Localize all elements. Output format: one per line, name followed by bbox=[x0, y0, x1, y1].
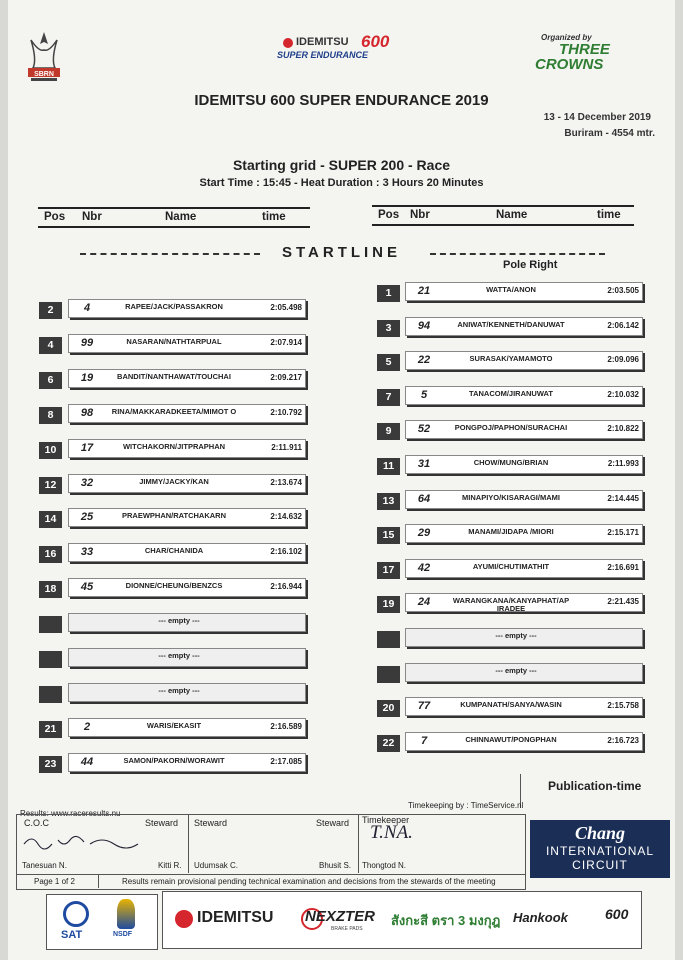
car-number: 29 bbox=[417, 527, 431, 540]
car-number: 21 bbox=[417, 285, 431, 297]
driver-names: JIMMY/JACKY/KAN bbox=[139, 476, 209, 486]
col-name-right: Name bbox=[496, 209, 528, 221]
driver-names: TANACOM/JIRANUWAT bbox=[469, 388, 553, 398]
car-number: 77 bbox=[417, 700, 431, 713]
grid-pos: 11 bbox=[377, 458, 400, 475]
grid-entry bbox=[68, 404, 306, 423]
qualifying-time: 2:16.589 bbox=[270, 721, 302, 731]
qualifying-time: 2:11.911 bbox=[271, 442, 302, 452]
steward3-label: Steward bbox=[316, 818, 350, 828]
publication-time: Publication-time bbox=[548, 779, 642, 793]
event-logo-number: 600 bbox=[361, 32, 390, 51]
grid-entry bbox=[405, 420, 643, 439]
car-number: 25 bbox=[80, 511, 94, 524]
car-number: 7 bbox=[420, 734, 428, 747]
timekeeping-credit: Timekeeping by : TimeService.nl bbox=[408, 801, 524, 810]
steward1-label: Steward bbox=[145, 818, 179, 828]
grid-pos: 13 bbox=[377, 493, 400, 510]
car-number: 94 bbox=[417, 319, 431, 332]
qualifying-time: 2:16.102 bbox=[270, 547, 302, 557]
grid-pos: 18 bbox=[39, 581, 62, 598]
driver-names: AYUMI/CHUTIMATHIT bbox=[472, 561, 550, 571]
page-divider bbox=[98, 874, 99, 888]
grid-pos: 19 bbox=[377, 596, 400, 613]
sponsor-bar bbox=[162, 891, 642, 949]
driver-names: --- empty --- bbox=[158, 651, 200, 660]
grid-entry bbox=[405, 490, 643, 509]
grid-pos: 22 bbox=[377, 735, 400, 752]
event-title: IDEMITSU 600 SUPER ENDURANCE 2019 bbox=[194, 92, 489, 109]
provisional-note: Results remain provisional pending technical examination and decisions from the stewards of the meeting bbox=[122, 877, 496, 886]
grid-pos: 6 bbox=[39, 372, 62, 389]
driver-names: NASARAN/NATHTARPUAL bbox=[126, 336, 222, 346]
driver-names: DIONNE/CHEUNG/BENZCS bbox=[125, 581, 223, 591]
header-rule-bottom-right bbox=[372, 224, 634, 226]
qualifying-time: 2:10.822 bbox=[607, 424, 639, 434]
car-number: 45 bbox=[80, 581, 94, 594]
driver-names: WARIS/EKASIT bbox=[146, 720, 202, 730]
event-logo-brand: IDEMITSU bbox=[296, 36, 349, 48]
car-number: 98 bbox=[80, 406, 94, 419]
grid-entry bbox=[68, 334, 306, 353]
qualifying-time: 2:21.435 bbox=[607, 597, 639, 607]
grid-pos bbox=[39, 616, 62, 633]
col-nbr-left: Nbr bbox=[82, 211, 102, 223]
results-url: Results: www.raceresults.nu bbox=[20, 809, 121, 818]
sponsor-hankook: Hankook bbox=[513, 910, 568, 925]
grid-pos: 10 bbox=[39, 442, 62, 459]
qualifying-time: 2:05.498 bbox=[270, 303, 302, 312]
organizer-line2: CROWNS bbox=[535, 56, 604, 73]
car-number: 31 bbox=[417, 458, 431, 470]
qualifying-time: 2:07.914 bbox=[270, 337, 302, 347]
qualifying-time: 2:17.085 bbox=[270, 756, 302, 766]
grid-pos: 5 bbox=[377, 354, 400, 371]
qualifying-time: 2:16.723 bbox=[607, 735, 639, 745]
driver-names: SURASAK/YAMAMOTO bbox=[469, 354, 553, 364]
qualifying-time: 2:09.217 bbox=[270, 372, 302, 382]
sponsor-thai-brand: สังกะสี ตรา 3 มงกุฎ bbox=[391, 913, 501, 928]
organizer-logo bbox=[535, 33, 655, 72]
steward2-name: Udumsak C. bbox=[194, 861, 239, 870]
sponsor-nexzter-sub: BRAKE PADS bbox=[331, 926, 363, 932]
sat-label: SAT bbox=[61, 929, 83, 941]
grid-entry bbox=[405, 317, 643, 336]
idemitsu-dot-icon bbox=[283, 38, 293, 48]
qualifying-time: 2:10.792 bbox=[270, 407, 302, 417]
grid-entry bbox=[68, 543, 306, 562]
grid-entry bbox=[405, 386, 643, 405]
driver-names: RINA/MAKKARADKEETA/MIMOT O bbox=[111, 406, 237, 416]
coc-name: Tanesuan N. bbox=[22, 861, 67, 870]
grid-entry bbox=[68, 439, 306, 458]
timekeeper-signature: T.NA. bbox=[370, 822, 413, 843]
driver-names: --- empty --- bbox=[158, 616, 200, 626]
qualifying-time: 2:15.171 bbox=[607, 528, 639, 538]
car-number: 19 bbox=[80, 371, 94, 384]
grid-pos bbox=[377, 666, 400, 683]
driver-names: WATTA/ANON bbox=[486, 285, 536, 294]
grid-pos: 9 bbox=[377, 423, 400, 440]
car-number: 33 bbox=[80, 546, 94, 559]
driver-names: MANAMI/JIDAPA /MIORI bbox=[468, 527, 554, 537]
grid-pos: 20 bbox=[377, 700, 400, 717]
federation-logos bbox=[46, 894, 158, 950]
startline-dash-right bbox=[430, 253, 605, 255]
driver-names: WARANGKANA/KANYAPHAT/AP IRADEE bbox=[452, 596, 570, 614]
grid-entry bbox=[68, 508, 306, 527]
driver-names: PRAEWPHAN/RATCHAKARN bbox=[121, 511, 227, 521]
driver-names: BANDIT/NANTHAWAT/TOUCHAI bbox=[117, 371, 231, 381]
col-pos-left: Pos bbox=[44, 211, 66, 223]
sat-logo-icon bbox=[63, 901, 89, 927]
organizer-label: Organized by bbox=[541, 33, 592, 42]
grid-pos: 2 bbox=[39, 302, 62, 319]
car-number: 99 bbox=[80, 336, 94, 349]
car-number: 5 bbox=[420, 388, 428, 401]
qualifying-time: 2:09.096 bbox=[607, 355, 639, 365]
nsdf-label: NSDF bbox=[113, 931, 133, 938]
driver-names: WITCHAKORN/JITPRAPHAN bbox=[122, 441, 226, 451]
grid-pos: 4 bbox=[39, 337, 62, 354]
timekeeper-name: Thongtod N. bbox=[362, 861, 407, 870]
qualifying-time: 2:11.993 bbox=[607, 459, 639, 468]
grid-entry bbox=[405, 282, 643, 301]
sig-divider-2 bbox=[358, 814, 359, 873]
grid-pos bbox=[377, 631, 400, 648]
driver-names: --- empty --- bbox=[158, 685, 200, 695]
header-rule-top-left bbox=[38, 207, 310, 209]
grid-entry bbox=[405, 351, 643, 370]
driver-names: MINAPIYO/KISARAGI/MAMI bbox=[462, 492, 560, 502]
grid-entry bbox=[68, 718, 306, 737]
car-number: 64 bbox=[417, 492, 431, 505]
driver-names: RAPEE/JACK/PASSAKRON bbox=[125, 302, 223, 311]
car-number: 24 bbox=[417, 596, 431, 609]
car-number: 4 bbox=[83, 302, 91, 314]
startline-label: STARTLINE bbox=[281, 244, 402, 261]
driver-names: --- empty --- bbox=[495, 631, 537, 640]
sbrn-logo bbox=[25, 30, 63, 85]
grid-entry bbox=[405, 593, 643, 612]
event-venue: Buriram - 4554 mtr. bbox=[564, 128, 655, 139]
driver-names: CHAR/CHANIDA bbox=[144, 546, 204, 556]
header-rule-bottom-left bbox=[38, 226, 310, 228]
event-date: 13 - 14 December 2019 bbox=[543, 112, 651, 123]
grid-entry bbox=[68, 299, 306, 318]
qualifying-time: 2:16.691 bbox=[607, 562, 639, 572]
grid-entry bbox=[405, 732, 643, 751]
grid-entry bbox=[405, 559, 643, 578]
pole-label: Pole Right bbox=[503, 259, 558, 271]
sponsor-600: 600 bbox=[605, 906, 629, 922]
car-number: 22 bbox=[417, 354, 431, 367]
grid-entry bbox=[405, 455, 643, 474]
grid-pos: 3 bbox=[377, 320, 400, 337]
car-number: 32 bbox=[80, 476, 94, 489]
grid-slot-empty bbox=[68, 648, 306, 667]
driver-names: SAMON/PAKORN/WORAWIT bbox=[123, 755, 225, 765]
grid-entry bbox=[68, 753, 306, 772]
nsdf-logo-icon bbox=[117, 899, 135, 929]
col-name-left: Name bbox=[165, 211, 197, 223]
col-pos-right: Pos bbox=[378, 209, 400, 221]
driver-names: ANIWAT/KENNETH/DANUWAT bbox=[457, 319, 565, 329]
grid-pos bbox=[39, 651, 62, 668]
coc-label: C.O.C bbox=[24, 818, 50, 828]
col-nbr-right: Nbr bbox=[410, 209, 430, 221]
sponsor-idemitsu: IDEMITSU bbox=[197, 909, 274, 926]
circuit-line3: CIRCUIT bbox=[572, 858, 628, 872]
grid-subtitle: Starting grid - SUPER 200 - Race bbox=[232, 157, 451, 173]
qualifying-time: 2:14.632 bbox=[270, 512, 302, 522]
grid-pos: 21 bbox=[39, 721, 62, 738]
sponsor-nexzter: NEXZTER bbox=[305, 908, 376, 925]
qualifying-time: 2:16.944 bbox=[270, 582, 302, 592]
driver-names: KUMPANATH/SANYA/WASIN bbox=[460, 700, 562, 710]
qualifying-time: 2:03.505 bbox=[607, 286, 639, 295]
grid-pos: 1 bbox=[377, 285, 400, 302]
circuit-line2: INTERNATIONAL bbox=[545, 844, 655, 858]
driver-names: CHOW/MUNG/BRIAN bbox=[473, 458, 549, 467]
car-number: 17 bbox=[80, 441, 94, 454]
driver-names: CHINNAWUT/PONGPHAN bbox=[465, 734, 557, 744]
car-number: 42 bbox=[417, 561, 431, 574]
grid-slot-empty bbox=[68, 613, 306, 632]
grid-slot-empty bbox=[405, 628, 643, 647]
idemitsu-logo-icon bbox=[175, 910, 193, 928]
qualifying-time: 2:10.032 bbox=[607, 389, 639, 399]
qualifying-time: 2:06.142 bbox=[607, 320, 639, 330]
steward1-name: Kitti R. bbox=[158, 861, 182, 870]
qualifying-time: 2:14.445 bbox=[607, 493, 639, 503]
steward2-label: Steward bbox=[194, 818, 228, 828]
grid-pos: 15 bbox=[377, 527, 400, 544]
sig-divider-1 bbox=[188, 814, 189, 873]
col-time-right: time bbox=[597, 209, 621, 221]
grid-slot-empty bbox=[405, 663, 643, 682]
grid-entry bbox=[405, 697, 643, 716]
grid-slot-empty bbox=[68, 683, 306, 702]
sbrn-logo-text: SBRN bbox=[34, 71, 54, 78]
col-time-left: time bbox=[262, 211, 286, 223]
grid-pos: 14 bbox=[39, 511, 62, 528]
grid-pos: 7 bbox=[377, 389, 400, 406]
grid-pos: 12 bbox=[39, 477, 62, 494]
qualifying-time: 2:15.758 bbox=[607, 701, 639, 711]
driver-names: --- empty --- bbox=[495, 665, 537, 675]
header-rule-top-right bbox=[372, 205, 634, 207]
chang-circuit-logo bbox=[530, 820, 670, 878]
car-number: 52 bbox=[417, 423, 431, 436]
grid-entry bbox=[68, 369, 306, 388]
driver-names: PONGPOJ/PAPHON/SURACHAI bbox=[454, 423, 568, 433]
grid-pos: 16 bbox=[39, 546, 62, 563]
grid-pos: 17 bbox=[377, 562, 400, 579]
grid-pos: 23 bbox=[39, 756, 62, 773]
organizer-line1: THREE bbox=[559, 41, 610, 58]
car-number: 44 bbox=[80, 755, 94, 768]
grid-entry bbox=[68, 578, 306, 597]
qualifying-time: 2:13.674 bbox=[270, 477, 302, 487]
grid-entry bbox=[68, 474, 306, 493]
timekeeper-label: Timekeeper bbox=[362, 815, 410, 825]
coc-signature bbox=[22, 832, 142, 854]
steward3-name: Bhusit S. bbox=[319, 861, 352, 870]
page-number: Page 1 of 2 bbox=[34, 877, 75, 886]
grid-entry bbox=[405, 524, 643, 543]
event-logo bbox=[277, 32, 423, 64]
car-number: 2 bbox=[83, 720, 91, 733]
grid-pos: 8 bbox=[39, 407, 62, 424]
event-logo-sub: SUPER ENDURANCE bbox=[277, 50, 369, 60]
start-info: Start Time : 15:45 - Heat Duration : 3 Hours 20 Minutes bbox=[199, 177, 484, 189]
circuit-line1: Chang bbox=[574, 823, 626, 843]
grid-pos bbox=[39, 686, 62, 703]
